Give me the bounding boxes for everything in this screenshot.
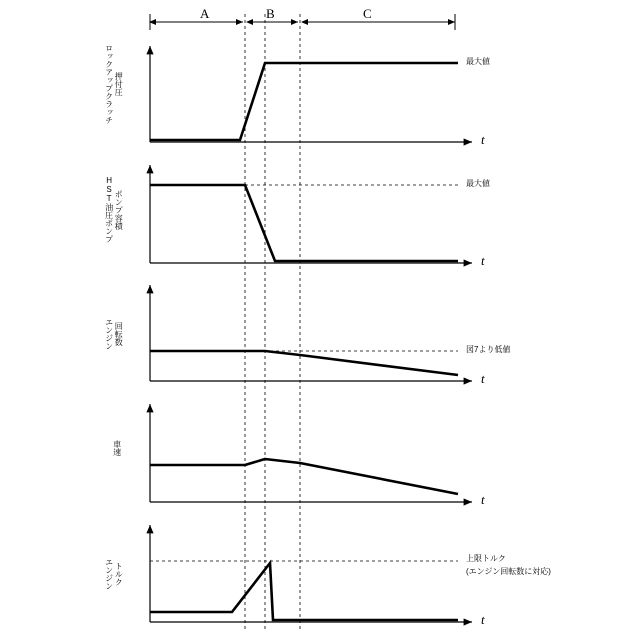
panel-1-curve: [150, 63, 458, 140]
panel-4-curve: [150, 459, 458, 494]
panel-1-time-label: t: [481, 132, 485, 147]
panel-2-y-label-line-1: HST油圧ポンプ: [104, 176, 114, 243]
panel-2-y-label-line-2: ポンプ容積: [114, 189, 124, 230]
panel-5-time-label: t: [481, 612, 485, 627]
phase-label-b: B: [266, 6, 275, 21]
phase-label-c: C: [363, 6, 372, 21]
phase-measure-arrows: [150, 14, 455, 30]
phase-divider-lines: [245, 14, 300, 630]
panel-1-axes: [150, 46, 472, 142]
panel-3-curve: [150, 351, 458, 375]
panel-2-axes: [150, 165, 472, 263]
panel-1-y-label-line-2: 押付圧: [114, 72, 124, 96]
panel-4-time-label: t: [481, 492, 485, 507]
panel-5-y-label-line-2: トルク: [114, 562, 124, 586]
panel-5-right-note-line-1: 上限トルク: [466, 554, 506, 563]
panel-5-curve: [150, 563, 458, 620]
panel-4-y-label: [112, 440, 122, 456]
panel-2-y-label: [104, 176, 123, 243]
panel-5-right-note-line-2: (エンジン回転数に対応): [466, 567, 551, 576]
panel-3-axes: [150, 285, 472, 381]
panel-2-right-note: 最大値: [466, 179, 490, 188]
panel-3-y-label-line-1: エンジン: [104, 318, 114, 350]
panel-1-y-label: [104, 44, 123, 124]
panel-2-curve: [150, 185, 458, 261]
panel-3-right-note: 図7より低値: [466, 345, 511, 354]
panel-5-y-label-line-1: エンジン: [104, 558, 114, 590]
panel-3-y-label-line-2: 回転数: [114, 322, 124, 346]
panel-5-y-label: [104, 558, 123, 590]
panel-3-time-label: t: [481, 371, 485, 386]
panel-3-y-label: [104, 318, 123, 350]
panel-5-axes: [150, 525, 472, 622]
panel-1-right-note: 最大値: [466, 57, 490, 66]
phase-label-a: A: [200, 6, 210, 21]
panel-2-time-label: t: [481, 253, 485, 268]
panel-1-y-label-line-1: ロックアップクラッチ: [104, 44, 114, 124]
panel-4-y-label-line-1: 車速: [112, 440, 122, 456]
